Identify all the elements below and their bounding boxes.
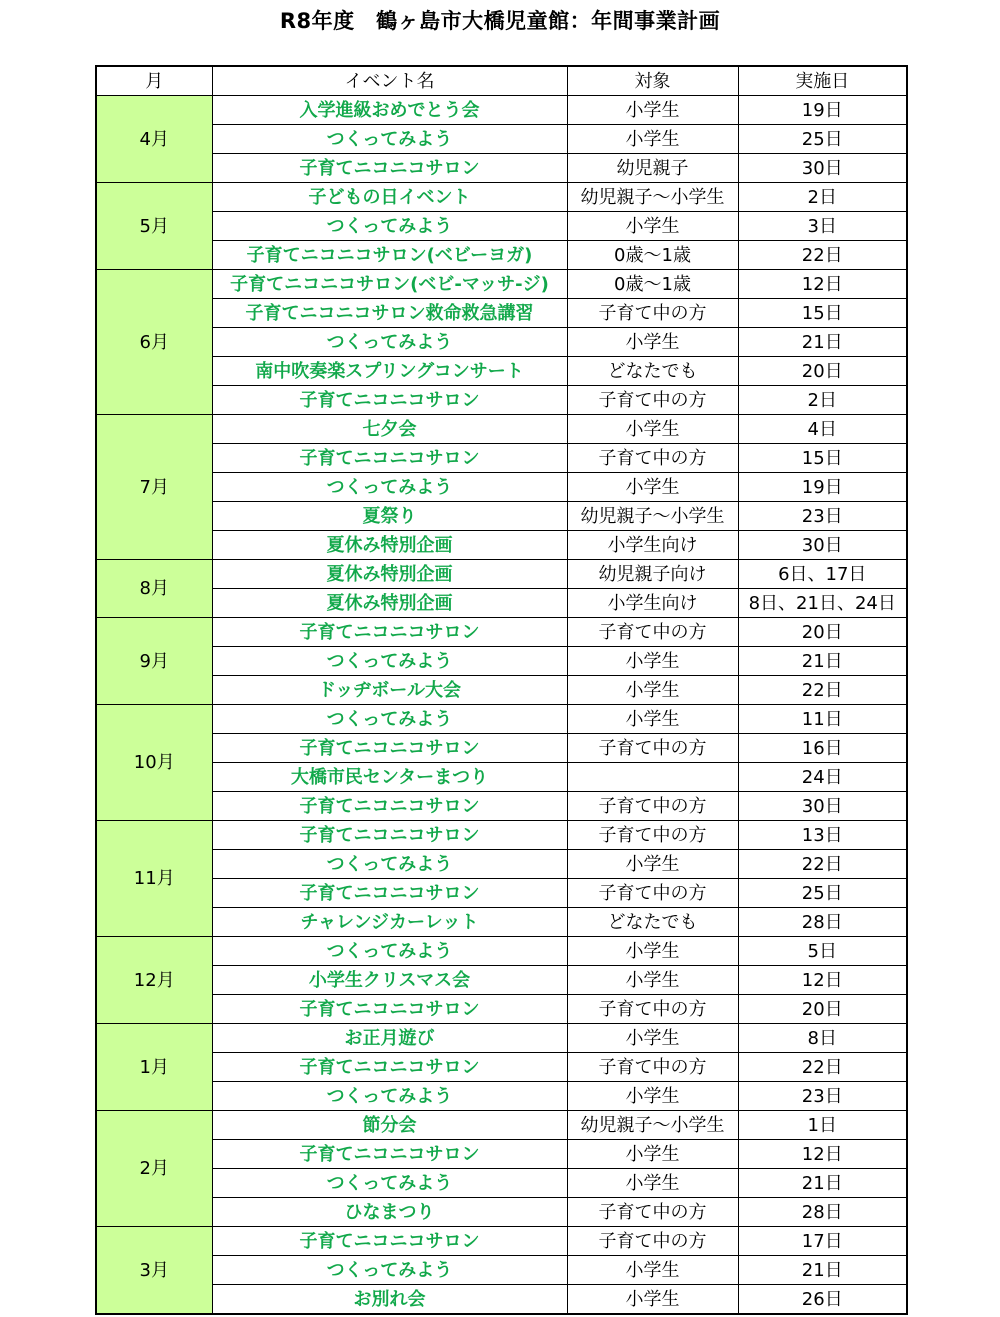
target-cell: 0歳～1歳 (567, 241, 738, 270)
table-row (96, 1082, 907, 1111)
event-name-cell: 大橋市民センターまつり (212, 763, 567, 792)
table-row (96, 589, 907, 618)
event-name-cell: 子育てニコニコサロン (212, 995, 567, 1024)
month-cell: 4月 (96, 96, 212, 183)
month-cell: 10月 (96, 705, 212, 821)
table-row (96, 1285, 907, 1315)
target-cell: 小学生向け (567, 589, 738, 618)
month-cell: 1月 (96, 1024, 212, 1111)
date-cell: 8日 (738, 1024, 907, 1053)
date-cell: 21日 (738, 647, 907, 676)
date-cell: 22日 (738, 850, 907, 879)
table-row (96, 734, 907, 763)
target-cell: 子育て中の方 (567, 1053, 738, 1082)
table-header-row (96, 66, 907, 96)
table-row (96, 908, 907, 937)
table-row (96, 763, 907, 792)
date-cell: 15日 (738, 299, 907, 328)
target-cell: 子育て中の方 (567, 299, 738, 328)
event-name-cell: 子どもの日イベント (212, 183, 567, 212)
table-row (96, 125, 907, 154)
target-cell: 小学生 (567, 212, 738, 241)
event-name-cell: つくってみよう (212, 125, 567, 154)
page-title: R8年度 鶴ヶ島市大橋児童館：年間事業計画 (279, 9, 721, 33)
event-name-cell: つくってみよう (212, 473, 567, 502)
table-row (96, 212, 907, 241)
target-cell: 子育て中の方 (567, 821, 738, 850)
target-cell: 幼児親子～小学生 (567, 502, 738, 531)
date-cell: 8日、21日、24日 (738, 589, 907, 618)
event-name-cell: つくってみよう (212, 212, 567, 241)
target-cell: 小学生 (567, 473, 738, 502)
event-name-cell: 子育てニコニコサロン (212, 1227, 567, 1256)
target-cell: 幼児親子向け (567, 560, 738, 589)
event-name-cell: 子育てニコニコサロン (212, 1053, 567, 1082)
date-cell: 20日 (738, 357, 907, 386)
target-cell: 幼児親子～小学生 (567, 183, 738, 212)
header-month: 月 (96, 66, 212, 96)
table-body (96, 96, 907, 1315)
event-name-cell: 小学生クリスマス会 (212, 966, 567, 995)
table-row (96, 1256, 907, 1285)
table-row (96, 560, 907, 589)
date-cell: 22日 (738, 676, 907, 705)
event-name-cell: 子育てニコニコサロン (212, 792, 567, 821)
event-name-cell: 南中吹奏楽スプリングコンサート (212, 357, 567, 386)
event-name-cell: 子育てニコニコサロン救命救急講習 (212, 299, 567, 328)
event-name-cell: 七夕会 (212, 415, 567, 444)
date-cell: 2日 (738, 386, 907, 415)
table-row (96, 357, 907, 386)
date-cell: 23日 (738, 1082, 907, 1111)
month-cell: 8月 (96, 560, 212, 618)
table-row (96, 879, 907, 908)
table-row (96, 1227, 907, 1256)
target-cell: 小学生 (567, 1082, 738, 1111)
table-row (96, 444, 907, 473)
date-cell: 28日 (738, 908, 907, 937)
table-row (96, 154, 907, 183)
target-cell: 小学生 (567, 328, 738, 357)
date-cell: 26日 (738, 1285, 907, 1315)
target-cell: 子育て中の方 (567, 444, 738, 473)
table-row (96, 96, 907, 125)
date-cell: 11日 (738, 705, 907, 734)
table-row (96, 270, 907, 299)
header-target: 対象 (567, 66, 738, 96)
table-row (96, 647, 907, 676)
annual-plan-table (95, 65, 908, 1315)
target-cell: 小学生 (567, 647, 738, 676)
target-cell: 小学生 (567, 937, 738, 966)
date-cell: 13日 (738, 821, 907, 850)
event-name-cell: 夏休み特別企画 (212, 531, 567, 560)
target-cell: 小学生 (567, 125, 738, 154)
table-row (96, 241, 907, 270)
date-cell: 16日 (738, 734, 907, 763)
target-cell: 子育て中の方 (567, 386, 738, 415)
target-cell: 小学生 (567, 705, 738, 734)
date-cell: 22日 (738, 1053, 907, 1082)
date-cell: 1日 (738, 1111, 907, 1140)
target-cell: 小学生向け (567, 531, 738, 560)
date-cell: 6日、17日 (738, 560, 907, 589)
event-name-cell: 夏祭り (212, 502, 567, 531)
target-cell: 子育て中の方 (567, 1227, 738, 1256)
target-cell: どなたでも (567, 357, 738, 386)
table-row (96, 1111, 907, 1140)
date-cell: 2日 (738, 183, 907, 212)
header-date: 実施日 (738, 66, 907, 96)
table-row (96, 937, 907, 966)
table-row (96, 792, 907, 821)
event-name-cell: つくってみよう (212, 1082, 567, 1111)
event-name-cell: ひなまつり (212, 1198, 567, 1227)
target-cell: 0歳～1歳 (567, 270, 738, 299)
date-cell: 25日 (738, 879, 907, 908)
month-cell: 6月 (96, 270, 212, 415)
event-name-cell: 子育てニコニコサロン (212, 734, 567, 763)
date-cell: 25日 (738, 125, 907, 154)
table-row (96, 473, 907, 502)
target-cell: 幼児親子～小学生 (567, 1111, 738, 1140)
target-cell: 小学生 (567, 676, 738, 705)
month-cell: 11月 (96, 821, 212, 937)
event-name-cell: つくってみよう (212, 850, 567, 879)
date-cell: 12日 (738, 1140, 907, 1169)
event-name-cell: お別れ会 (212, 1285, 567, 1315)
event-name-cell: 子育てニコニコサロン (212, 879, 567, 908)
month-cell: 2月 (96, 1111, 212, 1227)
table-row (96, 705, 907, 734)
date-cell: 12日 (738, 270, 907, 299)
table-row (96, 850, 907, 879)
event-name-cell: 夏休み特別企画 (212, 560, 567, 589)
date-cell: 20日 (738, 995, 907, 1024)
table-row (96, 1024, 907, 1053)
target-cell: 小学生 (567, 96, 738, 125)
target-cell: 小学生 (567, 1024, 738, 1053)
table-row (96, 328, 907, 357)
event-name-cell: つくってみよう (212, 647, 567, 676)
table-row (96, 676, 907, 705)
target-cell: 子育て中の方 (567, 1198, 738, 1227)
target-cell: 小学生 (567, 415, 738, 444)
table-row (96, 415, 907, 444)
month-cell: 7月 (96, 415, 212, 560)
table-row (96, 531, 907, 560)
date-cell: 17日 (738, 1227, 907, 1256)
date-cell: 23日 (738, 502, 907, 531)
event-name-cell: 子育てニコニコサロン (212, 444, 567, 473)
event-name-cell: つくってみよう (212, 1256, 567, 1285)
event-name-cell: ドッヂボール大会 (212, 676, 567, 705)
target-cell: 小学生 (567, 1256, 738, 1285)
event-name-cell: 子育てニコニコサロン (212, 386, 567, 415)
target-cell: 小学生 (567, 1285, 738, 1315)
event-name-cell: つくってみよう (212, 328, 567, 357)
table-row (96, 821, 907, 850)
target-cell: 子育て中の方 (567, 792, 738, 821)
event-name-cell: 子育てニコニコサロン (212, 618, 567, 647)
event-name-cell: 子育てニコニコサロン(ベビ-マッサ-ジ) (212, 270, 567, 299)
date-cell: 22日 (738, 241, 907, 270)
date-cell: 30日 (738, 792, 907, 821)
date-cell: 19日 (738, 473, 907, 502)
table-row (96, 1140, 907, 1169)
event-name-cell: 夏休み特別企画 (212, 589, 567, 618)
date-cell: 5日 (738, 937, 907, 966)
table-row (96, 183, 907, 212)
table-row (96, 299, 907, 328)
date-cell: 3日 (738, 212, 907, 241)
table-row (96, 502, 907, 531)
date-cell: 19日 (738, 96, 907, 125)
month-cell: 9月 (96, 618, 212, 705)
date-cell: 30日 (738, 154, 907, 183)
target-cell: 子育て中の方 (567, 618, 738, 647)
event-name-cell: 子育てニコニコサロン (212, 154, 567, 183)
header-event: イベント名 (212, 66, 567, 96)
date-cell: 12日 (738, 966, 907, 995)
date-cell: 21日 (738, 1256, 907, 1285)
date-cell: 30日 (738, 531, 907, 560)
event-name-cell: つくってみよう (212, 705, 567, 734)
date-cell: 20日 (738, 618, 907, 647)
target-cell: 小学生 (567, 1169, 738, 1198)
event-name-cell: チャレンジカーレット (212, 908, 567, 937)
table-row (96, 966, 907, 995)
date-cell: 15日 (738, 444, 907, 473)
event-name-cell: つくってみよう (212, 1169, 567, 1198)
date-cell: 21日 (738, 328, 907, 357)
target-cell: 子育て中の方 (567, 734, 738, 763)
event-name-cell: 子育てニコニコサロン (212, 1140, 567, 1169)
target-cell: 子育て中の方 (567, 995, 738, 1024)
event-name-cell: 子育てニコニコサロン (212, 821, 567, 850)
date-cell: 4日 (738, 415, 907, 444)
target-cell: 小学生 (567, 850, 738, 879)
table-row (96, 1169, 907, 1198)
month-cell: 3月 (96, 1227, 212, 1315)
month-cell: 5月 (96, 183, 212, 270)
table-row (96, 618, 907, 647)
target-cell: 小学生 (567, 966, 738, 995)
table-row (96, 386, 907, 415)
target-cell (567, 763, 738, 792)
event-name-cell: 入学進級おめでとう会 (212, 96, 567, 125)
date-cell: 21日 (738, 1169, 907, 1198)
event-name-cell: 子育てニコニコサロン(ベビーヨガ) (212, 241, 567, 270)
target-cell: 子育て中の方 (567, 879, 738, 908)
target-cell: どなたでも (567, 908, 738, 937)
event-name-cell: 節分会 (212, 1111, 567, 1140)
target-cell: 幼児親子 (567, 154, 738, 183)
date-cell: 24日 (738, 763, 907, 792)
event-name-cell: つくってみよう (212, 937, 567, 966)
table-row (96, 1053, 907, 1082)
date-cell: 28日 (738, 1198, 907, 1227)
event-name-cell: お正月遊び (212, 1024, 567, 1053)
month-cell: 12月 (96, 937, 212, 1024)
target-cell: 小学生 (567, 1140, 738, 1169)
table-row (96, 995, 907, 1024)
table-row (96, 1198, 907, 1227)
